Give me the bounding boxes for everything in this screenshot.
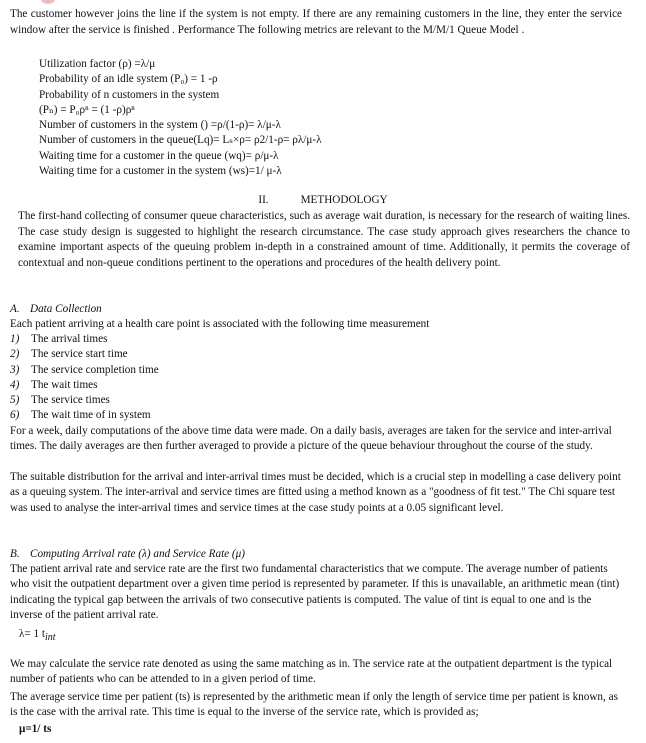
distribution-paragraph: The suitable distribution for the arrival and inter-arrival times must be decided, which is a crucial step in modelling a case delivery point as a queuing system. The inter-arrival and service times are fitted using a method known as a "goodness of fit test." The Chi square test was used to analyse the inter-arrival times and service times at the case study points at a 0.05 significant level. [10,471,621,514]
metric-utilization: Utilization factor (ρ) =λ/μ [39,58,156,70]
list-item: 2) The service start time [10,348,128,361]
service-rate-paragraph: We may calculate the service rate denoted as using the same matching as in. The service rate at the outpatient department is the typical number of patients who can be attended to in a given period of time. [10,658,613,686]
subsection-b-title: Computing Arrival rate (λ) and Service Rate (μ) [30,548,246,560]
red-highlight-mark [40,0,56,4]
section-heading [0,193,646,208]
metric-n-customers-probability: Probability of n customers in the system [39,88,220,101]
list-item: 4) The wait times [10,378,98,391]
subsection-b-heading [10,547,245,562]
list-item: 1) The arrival times [10,333,108,345]
time-measurement-list [10,332,159,424]
weekly-computation-paragraph: For a week, daily computations of the above time data were made. On a daily basis, averages are taken for the service and inter-arrival times. The daily averages are then further averaged to provide a picture of the queue behaviour throughout the course of the study. [10,425,612,453]
list-item: 6) The wait time of in system [10,409,151,422]
metric-pn-formula: (Pₙ) = P₀ρⁿ = (1 -ρ)ρⁿ [39,103,135,116]
metric-wait-in-queue: Waiting time for a customer in the queue (wq)= ρ/μ-λ [39,149,279,162]
lambda-formula-main: λ= 1 t [19,628,46,640]
performance-metrics-list [39,57,322,179]
methodology-paragraph: The first-hand collecting of consumer queue characteristics, such as average wait duration, is necessary for the research of waiting lines. The case study design is suggested to highlight the research circumstance. The case study approach gives researchers the chance to examine important aspects of the queuing problem in-depth in a constrained amount of time. Additionally, it permits the coverage of contextual and non-queue conditions pertinent to the operations and procedures of the health delivery point. [18,210,630,269]
arrival-rate-paragraph: The patient arrival rate and service rate are the first two fundamental characteristics that we compute. The average number of patients who visit the outpatient department over a given time period is represented by parameter. If this is unavailable, an arithmetic mean (tint) indicating the typical gap between the arrivals of two consecutive patients is computed. The value of tint is equal to one and is the inverse of the patient arrival rate. [10,563,620,621]
subsection-a-title: Data Collection [30,303,102,315]
subsection-a-letter: A. [10,303,20,315]
section-number: II. [258,194,269,206]
subsection-b-letter: B. [10,548,20,560]
section-title: METHODOLOGY [300,194,388,206]
lambda-formula-subscript: int [45,632,56,643]
lambda-formula [19,627,56,642]
list-item: 3) The service completion time [10,363,159,376]
metric-customers-in-system: Number of customers in the system () =ρ/(1-ρ)= λ/μ-λ [39,119,281,132]
list-item: 5) The service times [10,394,110,407]
mu-formula: μ=1/ ts [19,723,52,735]
service-time-paragraph: The average service time per patient (ts) is represented by the arithmetic mean if only the length of service time per patient is known, as is the case with the arrival rate. This time is equal to the inverse of the service rate, which is provided as; [10,691,618,719]
subsection-a-heading [10,302,102,317]
metric-wait-in-system: Waiting time for a customer in the system (ws)=1/ μ-λ [39,165,282,178]
metric-customers-in-queue: Number of customers in the queue(Lq)= Lₛ×ρ= ρ2/1-ρ= ρλ/μ-λ [39,134,322,147]
intro-paragraph: The customer however joins the line if the system is not empty. If there are any remaining customers in the line, they enter the service window after the service is finished . Performance The following metrics are relevant to the M/M/1 Queue Model . [10,8,622,36]
metric-idle-probability: Probability of an idle system (P₀) = 1 -ρ [39,73,218,86]
data-collection-intro: Each patient arriving at a health care point is associated with the following time measurement [10,318,430,330]
